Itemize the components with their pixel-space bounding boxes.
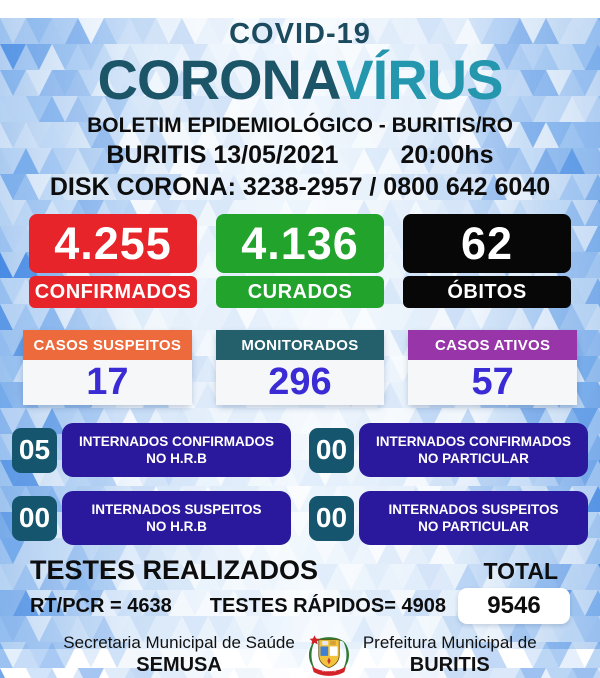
title-virus: VÍRUS (336, 48, 503, 111)
active-cases-card (408, 330, 577, 405)
active-cases-label: CASOS ATIVOS (408, 330, 577, 360)
cases-row (23, 330, 577, 405)
hotline-label: DISK CORONA: 3238-2957 / 0800 642 6040 (49, 173, 551, 202)
monitored-value: 296 (216, 360, 385, 405)
confirmed-label: CONFIRMADOS (29, 276, 197, 308)
hospitalized-suspect-private-label (359, 491, 588, 545)
pill-line2: NO H.R.B (146, 451, 207, 467)
hospitalized-confirmed-private-label (359, 423, 588, 477)
hospitalized-confirmed-hrb (12, 423, 291, 477)
tests-total-value: 9546 (458, 588, 570, 624)
active-cases-value: 57 (408, 360, 577, 405)
hospitalized-suspect-private (309, 491, 588, 545)
tests-values-row (30, 588, 570, 624)
health-secretary-label: Secretaria Municipal de Saúde (63, 633, 295, 653)
buritis-coat-of-arms-icon (303, 632, 355, 678)
pill-line2: NO PARTICULAR (418, 519, 529, 535)
svg-text:BURITIS: BURITIS (321, 668, 336, 673)
confirmed-value: 4.255 (29, 214, 197, 273)
hospitalized-suspect-hrb-label (62, 491, 291, 545)
totals-row (29, 214, 571, 308)
monitored-card (216, 330, 385, 405)
date-line (0, 141, 600, 170)
title-corona: CORONA (97, 48, 337, 111)
hospitalized-confirmed-hrb-count: 05 (12, 428, 57, 473)
time-label: 20:00hs (400, 141, 494, 170)
pill-line2: NO PARTICULAR (418, 451, 529, 467)
deaths-box (403, 214, 571, 308)
suspect-cases-label: CASOS SUSPEITOS (23, 330, 192, 360)
suspect-cases-value: 17 (23, 360, 192, 405)
buritis-label: BURITIS (409, 654, 490, 677)
hospitalized-suspect-hrb (12, 491, 291, 545)
deaths-value: 62 (403, 214, 571, 273)
city-date-label: BURITIS 13/05/2021 (106, 141, 339, 170)
pill-line2: NO H.R.B (146, 519, 207, 535)
rapid-tests-value: TESTES RÁPIDOS= 4908 (209, 594, 446, 617)
deaths-label: ÓBITOS (403, 276, 571, 308)
hospitalized-confirmed-private (309, 423, 588, 477)
hospitalized-suspect-hrb-count: 00 (12, 496, 57, 541)
covid-label: COVID-19 (229, 18, 371, 50)
city-hall-label: Prefeitura Municipal de (362, 633, 537, 653)
semusa-label: SEMUSA (136, 654, 222, 677)
pill-line1: INTERNADOS CONFIRMADOS (79, 433, 274, 449)
pill-line1: INTERNADOS SUSPEITOS (388, 501, 559, 517)
tests-section (30, 555, 570, 624)
hospitalized-confirmed-private-count: 00 (309, 428, 354, 473)
tests-title: TESTES REALIZADOS (30, 555, 319, 586)
tests-header-row (30, 555, 570, 586)
health-secretary-block (63, 633, 295, 677)
bulletin-page (0, 18, 600, 677)
hospitalized-grid (12, 423, 588, 545)
hospitalized-confirmed-hrb-label (62, 423, 291, 477)
cured-label: CURADOS (216, 276, 384, 308)
page-title (0, 48, 600, 111)
pill-line1: INTERNADOS SUSPEITOS (91, 501, 262, 517)
footer (0, 632, 600, 678)
tests-total-label: TOTAL (483, 558, 558, 585)
cured-box (216, 214, 384, 308)
bulletin-title: BOLETIM EPIDEMIOLÓGICO - BURITIS/RO (87, 114, 513, 138)
monitored-label: MONITORADOS (216, 330, 385, 360)
suspect-cases-card (23, 330, 192, 405)
pill-line1: INTERNADOS CONFIRMADOS (376, 433, 571, 449)
hospitalized-suspect-private-count: 00 (309, 496, 354, 541)
confirmed-box (29, 214, 197, 308)
rtpcr-value: RT/PCR = 4638 (30, 594, 172, 617)
city-hall-block (363, 633, 537, 677)
cured-value: 4.136 (216, 214, 384, 273)
